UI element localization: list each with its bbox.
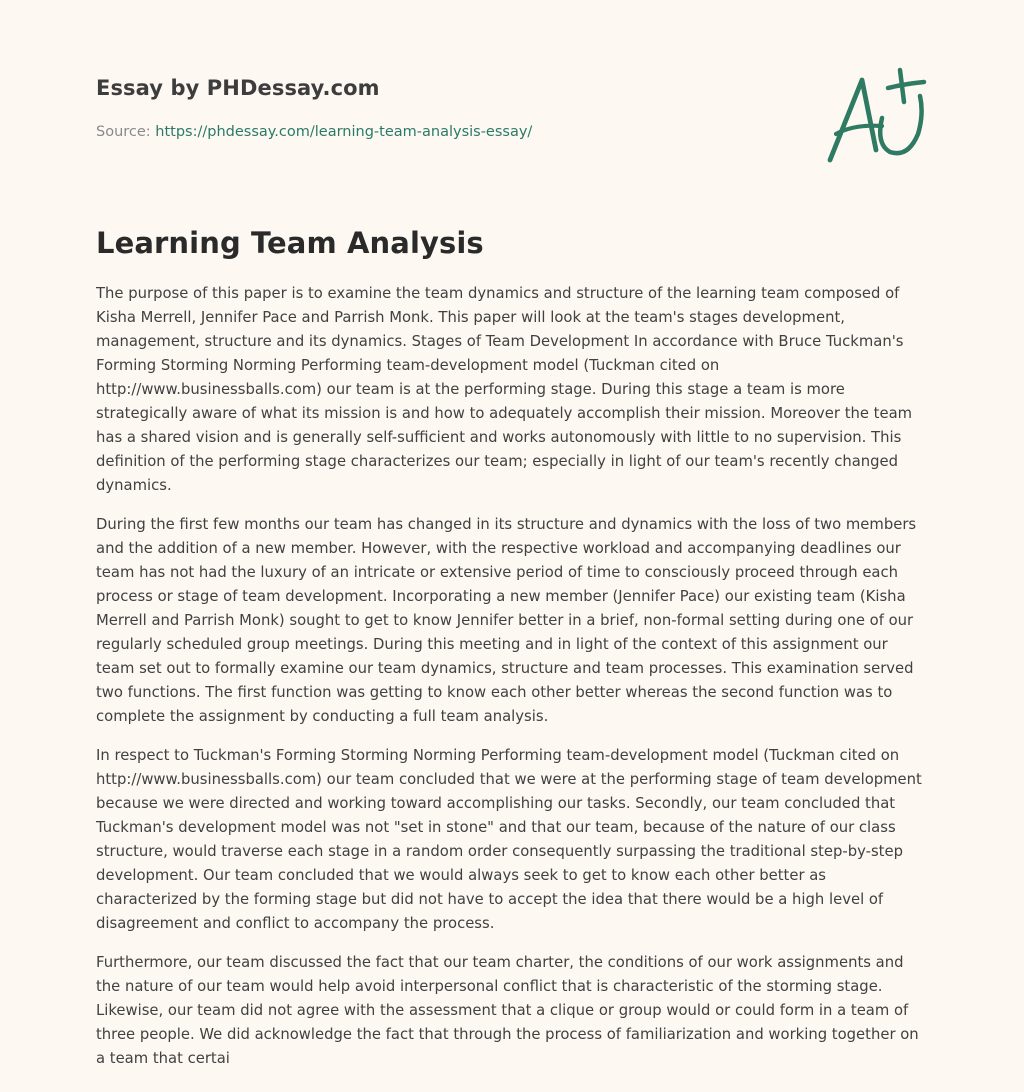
body-paragraph: In respect to Tuckman's Forming Storming Norming Performing team-development model (Tuckman cited on http://www.businessballs.com) our team concluded that we were at the performing stage of team development because we were directed and working toward accomplishing our tasks. Secondly, our team concluded that Tuckman's development model was not "set in stone" and that our team, because of the nature of our class structure, would traverse each stage in a random order consequently surpassing the traditional step-by-step development. Our team concluded that we would always seek to get to know each other better as characterized by the forming stage but did not have to accept the idea that there would be a high level of disagreement and conflict to accompany the process.: [96, 747, 922, 932]
article-title: Learning Team Analysis: [96, 226, 484, 260]
source-label: Source:: [96, 124, 156, 140]
site-brand: Essay by PHDessay.com: [96, 76, 380, 100]
a-plus-icon: [824, 62, 934, 170]
source-line: [96, 124, 532, 140]
body-paragraph: Furthermore, our team discussed the fact that our team charter, the conditions of our work assignments and the nature of our team would help avoid interpersonal conflict that is characteristic of the storming stage. Likewise, our team did not agree with the assessment that a clique or group would or could form in a team of three people. We did acknowledge the fact that through the process of familiarization and working together on a team that certai: [96, 954, 919, 1067]
page-header: [96, 0, 928, 200]
body-paragraph: The purpose of this paper is to examine the team dynamics and structure of the learning team composed of Kisha Merrell, Jennifer Pace and Parrish Monk. This paper will look at the team's stages development, management, structure and its dynamics. Stages of Team Development In accordance with Bruce Tuckman's Forming Storming Norming Performing team-development model (Tuckman cited on http://www.businessballs.com) our team is at the performing stage. During this stage a team is more strategically aware of what its mission is and how to adequately accomplish their mission. Moreover the team has a shared vision and is generally self-sufficient and works autonomously with little to no supervision. This definition of the performing stage characterizes our team; especially in light of our team's recently changed dynamics.: [96, 285, 913, 494]
article-body: [96, 282, 928, 1071]
source-link[interactable]: https://phdessay.com/learning-team-analysis-essay/: [155, 124, 533, 140]
body-paragraph: During the first few months our team has changed in its structure and dynamics with the loss of two members and the addition of a new member. However, with the respective workload and accompanying deadlines our team has not had the luxury of an intricate or extensive period of time to consciously proceed through each process or stage of team development. Incorporating a new member (Jennifer Pace) our existing team (Kisha Merrell and Parrish Monk) sought to get to know Jennifer better in a brief, non-formal setting during one of our regularly scheduled group meetings. During this meeting and in light of the context of this assignment our team set out to formally examine our team dynamics, structure and team processes. This examination served two functions. The first function was getting to know each other better whereas the second function was to complete the assignment by conducting a full team analysis.: [96, 516, 917, 725]
